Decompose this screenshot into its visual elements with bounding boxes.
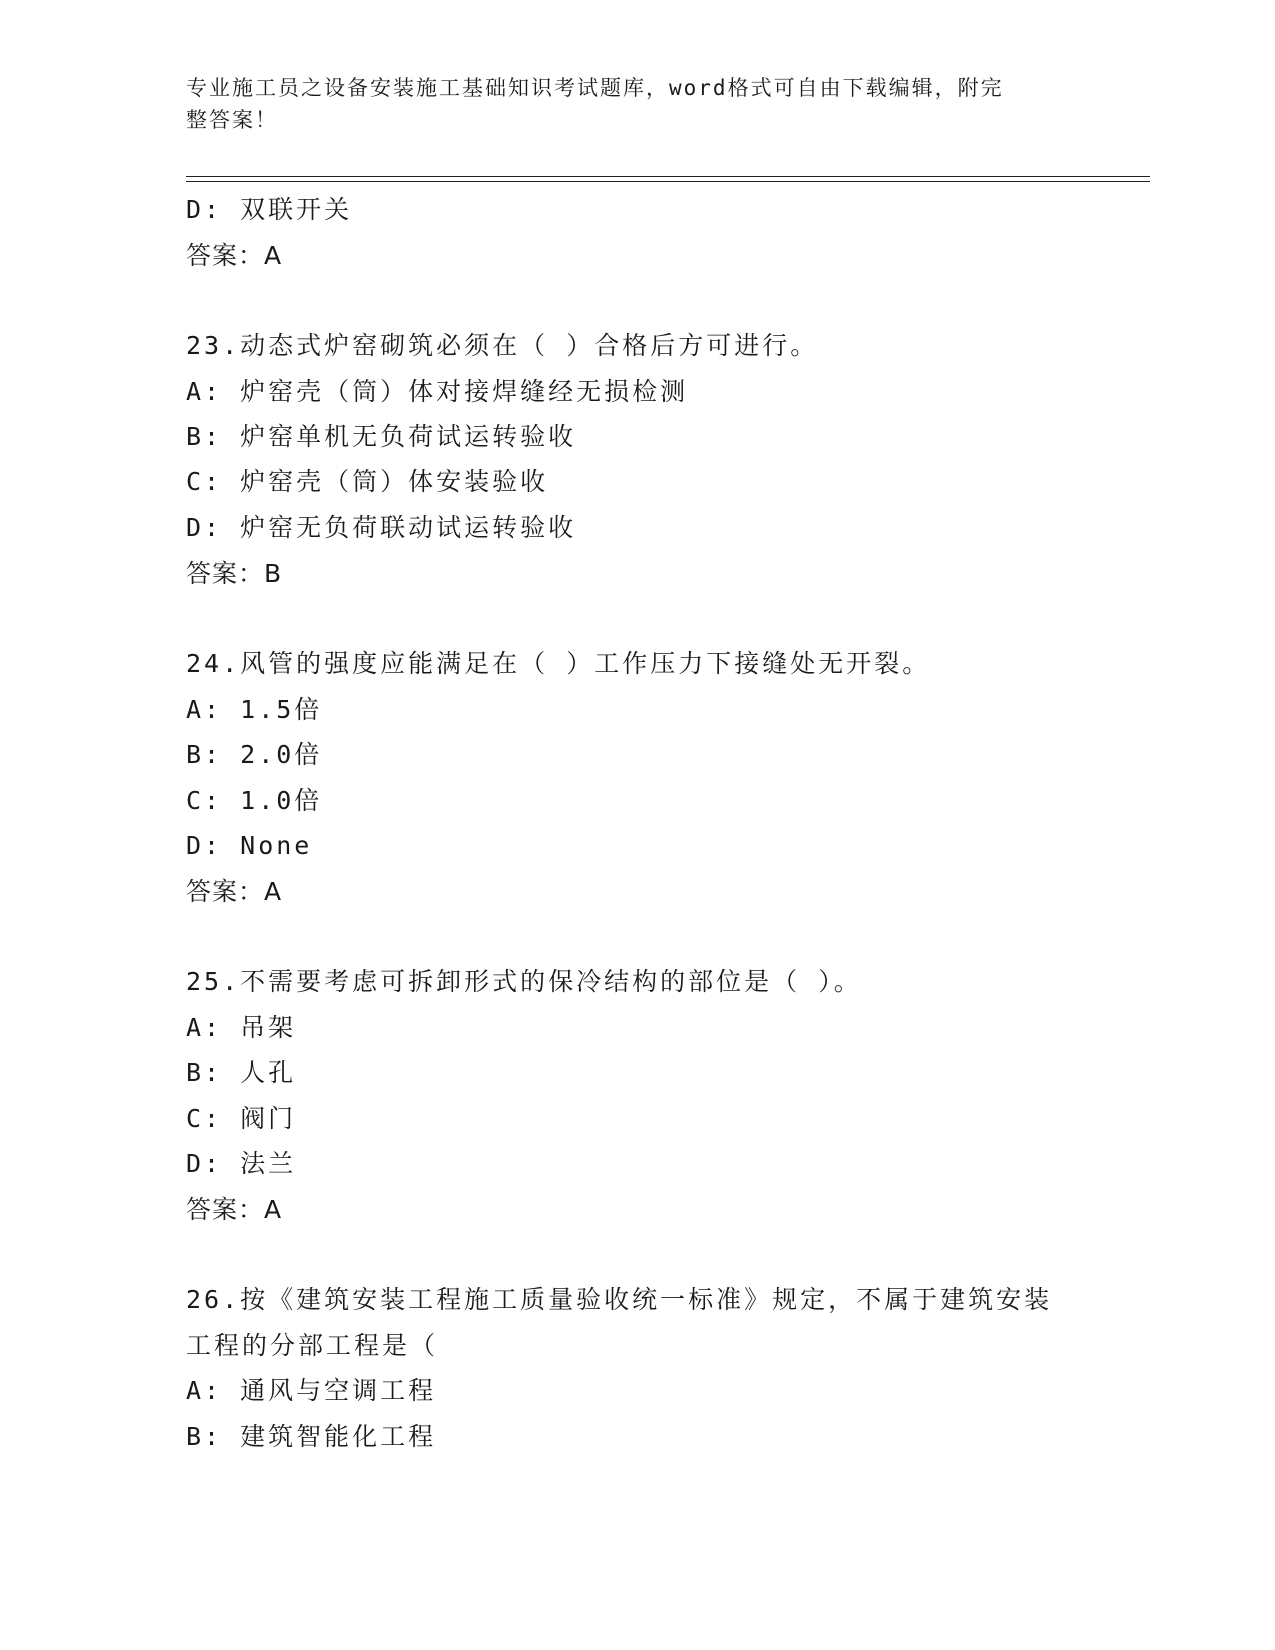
option-line: D: 炉窑无负荷联动试运转验收: [186, 513, 577, 542]
option-line: B: 2.0倍: [186, 740, 323, 769]
question-line: 24.风管的强度应能满足在（ ）工作压力下接缝处无开裂。: [186, 649, 931, 678]
option-line: A: 炉窑壳（筒）体对接焊缝经无损检测: [186, 377, 689, 406]
option-line: C: 1.0倍: [186, 786, 323, 815]
question-line: 工程的分部工程是（: [186, 1331, 439, 1360]
document-header: [186, 72, 1066, 136]
option-line: B: 建筑智能化工程: [186, 1422, 437, 1451]
answer-line: 答案：A: [186, 877, 283, 906]
answer-line: 答案：A: [186, 1195, 283, 1224]
option-line: A: 1.5倍: [186, 695, 323, 724]
question-line: 26.按《建筑安装工程施工质量验收统一标准》规定，不属于建筑安装: [186, 1285, 1053, 1314]
option-line: D: None: [186, 831, 313, 860]
answer-line: 答案：A: [186, 241, 283, 270]
header-line-2: 整答案！: [186, 108, 278, 132]
header-line-1: 专业施工员之设备安装施工基础知识考试题库，word格式可自由下载编辑，附完: [186, 76, 1004, 100]
option-line: A: 通风与空调工程: [186, 1376, 437, 1405]
option-line: B: 炉窑单机无负荷试运转验收: [186, 422, 577, 451]
option-line: A: 吊架: [186, 1013, 297, 1042]
header-divider-top: [186, 176, 1150, 177]
option-line: D: 双联开关: [186, 195, 353, 224]
question-line: 25.不需要考虑可拆卸形式的保冷结构的部位是（ ）。: [186, 967, 862, 996]
option-line: C: 炉窑壳（筒）体安装验收: [186, 467, 549, 496]
question-line: 23.动态式炉窑砌筑必须在（ ）合格后方可进行。: [186, 331, 819, 360]
answer-line: 答案：B: [186, 559, 283, 588]
header-divider-bottom: [186, 181, 1150, 182]
option-line: D: 法兰: [186, 1149, 297, 1178]
option-line: C: 阀门: [186, 1104, 297, 1133]
option-line: B: 人孔: [186, 1058, 297, 1087]
